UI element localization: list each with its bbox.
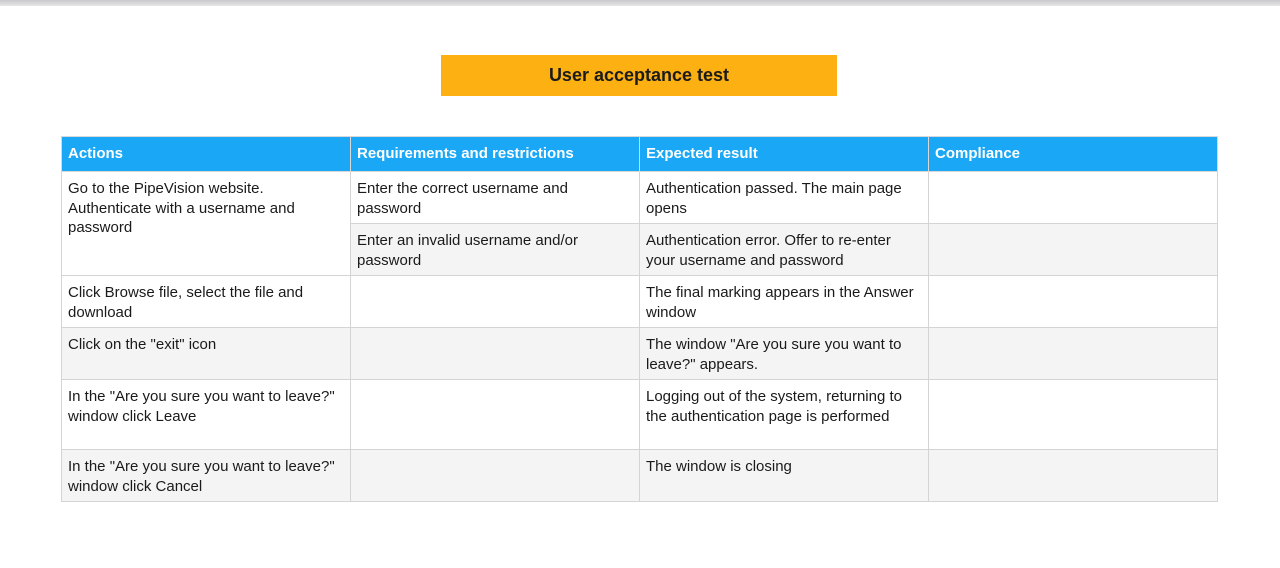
table-row — [62, 172, 1218, 224]
compliance-cell — [929, 380, 1218, 450]
requirement-cell — [351, 450, 640, 502]
action-cell: Click on the "exit" icon — [62, 328, 351, 380]
uat-table — [61, 136, 1218, 502]
compliance-cell — [929, 172, 1218, 224]
window-top-edge — [0, 0, 1280, 6]
requirement-cell: Enter an invalid username and/or password — [351, 224, 640, 276]
header-actions: Actions — [62, 137, 351, 172]
requirement-cell: Enter the correct username and password — [351, 172, 640, 224]
expected-cell: Logging out of the system, returning to the authentication page is performed — [640, 380, 929, 450]
page-title: User acceptance test — [441, 55, 837, 96]
compliance-cell — [929, 450, 1218, 502]
action-cell: In the "Are you sure you want to leave?" window click Leave — [62, 380, 351, 450]
header-compliance: Compliance — [929, 137, 1218, 172]
requirement-cell — [351, 276, 640, 328]
expected-cell: Authentication error. Offer to re-enter your username and password — [640, 224, 929, 276]
table-row — [62, 380, 1218, 450]
table-row — [62, 450, 1218, 502]
expected-cell: Authentication passed. The main page opens — [640, 172, 929, 224]
compliance-cell — [929, 224, 1218, 276]
action-cell: Go to the PipeVision website. Authenticate with a username and password — [62, 172, 351, 276]
requirement-cell — [351, 328, 640, 380]
requirement-cell — [351, 380, 640, 450]
compliance-cell — [929, 328, 1218, 380]
action-cell: Click Browse file, select the file and download — [62, 276, 351, 328]
compliance-cell — [929, 276, 1218, 328]
header-expected-result: Expected result — [640, 137, 929, 172]
table-row — [62, 328, 1218, 380]
expected-cell: The final marking appears in the Answer window — [640, 276, 929, 328]
table-row — [62, 276, 1218, 328]
table-header-row — [62, 137, 1218, 172]
expected-cell: The window is closing — [640, 450, 929, 502]
header-requirements: Requirements and restrictions — [351, 137, 640, 172]
expected-cell: The window "Are you sure you want to leave?" appears. — [640, 328, 929, 380]
action-cell: In the "Are you sure you want to leave?" window click Cancel — [62, 450, 351, 502]
